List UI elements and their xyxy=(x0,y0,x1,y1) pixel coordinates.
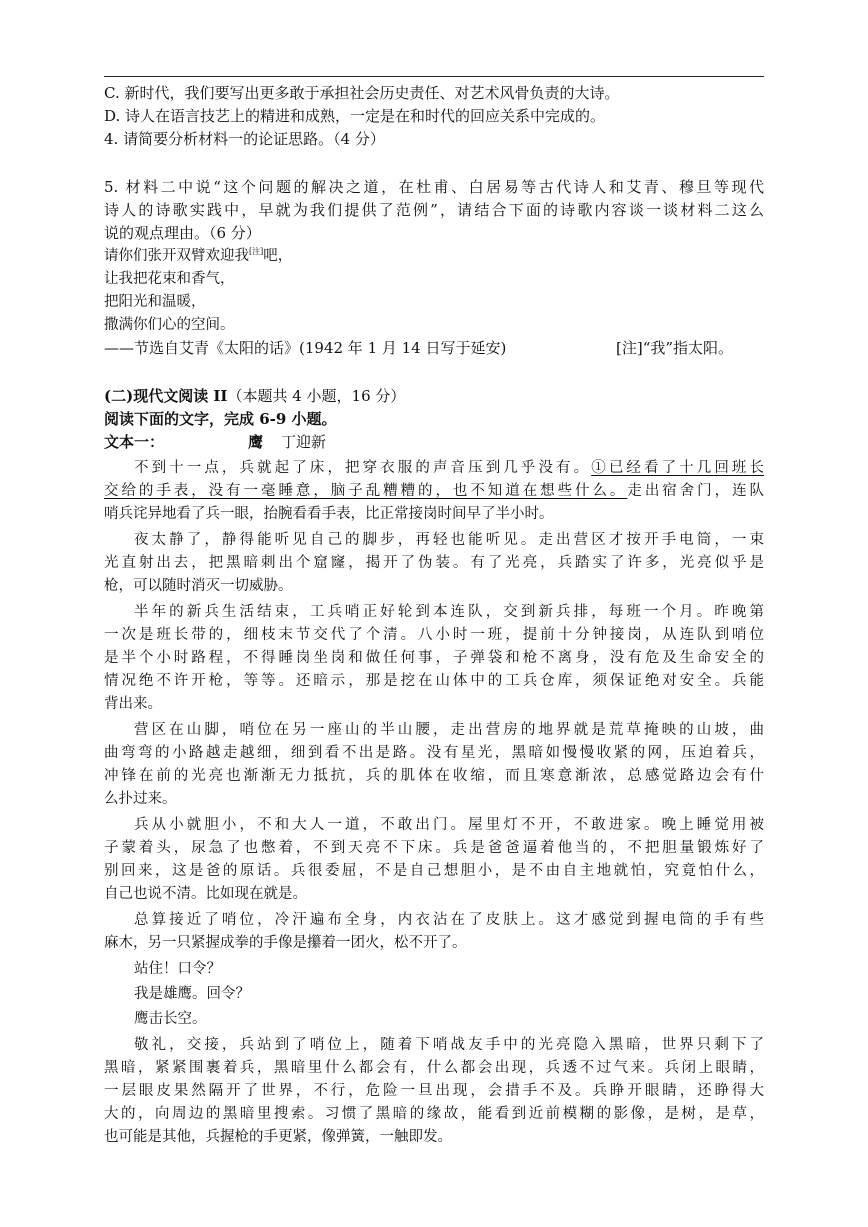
question-5-line-3: 说的观点理由。（6 分） xyxy=(104,224,261,242)
story-title: 鹰 xyxy=(248,433,264,451)
story-p5-line-2: 子蒙着头，尿急了也憋着，不到天亮不下床。兵是爸爸逼着他当的，不把胆量锻炼好了 xyxy=(104,840,764,856)
story-p4-line-4: 么扑过来。 xyxy=(104,791,177,807)
story-p4-line-1: 营区在山脚，哨位在另一座山的半山腰，走出营房的地界就是荒草掩映的山坡，曲 xyxy=(134,722,764,738)
story-p1-underlined-1: ①已经看了十几回班长 xyxy=(591,460,765,476)
poem-line-3: 把阳光和温暖， xyxy=(104,294,206,310)
dialogue-line-1: 站住！口令？ xyxy=(134,961,221,977)
story-p3-line-3: 是半个小时路程，不得睡岗坐岗和做任何事，子弹袋和枪不离身，没有危及生命安全的 xyxy=(104,650,764,666)
story-p1-line-2-text: 走出宿舍门，连队 xyxy=(627,483,765,499)
story-p7-line-1: 敬礼，交接，兵站到了哨位上，随着下哨战友手中的光亮隐入黑暗，世界只剩下了 xyxy=(134,1037,764,1053)
dialogue-line-2: 我是雄鹰。回令？ xyxy=(134,986,250,1002)
story-p1-line-2 xyxy=(104,481,764,501)
question-5-line-1: 5. 材料二中说“这个问题的解决之道，在杜甫、白居易等古代诗人和艾青、穆旦等现代 xyxy=(104,178,764,196)
story-p2-line-2: 光直射出去，把黑暗刺出个窟窿，揭开了伪装。有了光亮，兵踏实了许多，光亮似乎是 xyxy=(104,555,764,571)
poem-line-1 xyxy=(104,246,292,266)
story-p2-line-3: 枪，可以随时消灭一切威胁。 xyxy=(104,578,293,594)
story-p3-line-5: 背出来。 xyxy=(104,696,162,712)
poem-line-2: 让我把花束和香气， xyxy=(104,271,235,287)
story-p4-line-3: 冲锋在前的光亮也渐渐无力抵抗，兵的肌体在收缩，而且寒意渐浓，总感觉路边会有什 xyxy=(104,768,764,784)
story-p5-line-4: 自己也说不清。比如现在就是。 xyxy=(104,886,307,902)
top-divider xyxy=(104,76,764,77)
section-heading xyxy=(104,386,405,406)
story-p4-line-2: 曲弯弯的小路越走越细，细到看不出是路。没有星光，黑暗如慢慢收紧的网，压迫着兵， xyxy=(104,745,764,761)
story-p2-line-1: 夜太静了，静得能听见自己的脚步，再轻也能听见。走出营区才按开手电筒，一束 xyxy=(134,532,764,548)
story-author: 丁迎新 xyxy=(281,433,327,451)
story-p3-line-1: 半年的新兵生活结束，工兵哨正好轮到本连队，交到新兵排，每班一个月。昨晚第 xyxy=(134,604,764,620)
story-p1-line-3: 哨兵诧异地看了兵一眼，抬腕看看手表，比正常接岗时间早了半小时。 xyxy=(104,506,554,522)
dialogue-line-3: 鹰击长空。 xyxy=(134,1011,207,1027)
story-p7-line-4: 大的，向周边的黑暗里搜索。习惯了黑暗的缘故，能看到近前模糊的影像，是树，是草， xyxy=(104,1106,764,1122)
poem-line-1-end: 吧， xyxy=(263,248,293,264)
poem-note: [注]“我”指太阳。 xyxy=(616,339,734,357)
poem-line-4: 撒满你们心的空间。 xyxy=(104,317,235,333)
story-p1-underlined-2: 交给的手表，没有一毫睡意，脑子乱糟糟的，也不知道在想些什么。 xyxy=(104,483,628,499)
story-p1-line-1 xyxy=(104,458,764,478)
story-p6-line-2: 麻木，另一只紧握成拳的手像是攥着一团火，松不开了。 xyxy=(104,935,467,951)
story-p7-line-3: 一层眼皮果然隔开了世界，不行，危险一旦出现，会措手不及。兵睁开眼睛，还睁得大 xyxy=(104,1083,764,1099)
story-p3-line-4: 情况绝不许开枪，等等。还暗示，那是挖在山体中的工兵仓库，须保证绝对安全。兵能 xyxy=(104,673,764,689)
story-p7-line-5: 也可能是其他，兵握枪的手更紧，像弹簧，一触即发。 xyxy=(104,1129,452,1145)
poem-note-marker: [注] xyxy=(249,247,264,257)
story-p1-line-1-text: 不到十一点，兵就起了床，把穿衣服的声音压到几乎没有。 xyxy=(134,460,592,476)
story-p3-line-2: 一次是班长带的，细枝末节交代了个清。八小时一班，提前十分钟接岗，从连队到哨位 xyxy=(104,627,764,643)
poem-source: ——节选自艾青《太阳的话》(1942 年 1 月 14 日写于延安) xyxy=(104,339,507,357)
section-instruction: 阅读下面的文字，完成 6-9 小题。 xyxy=(104,410,337,428)
question-4: 4. 请简要分析材料一的论证思路。（4 分） xyxy=(104,130,385,148)
poem-line-1-text: 请你们张开双臂欢迎我 xyxy=(104,248,249,264)
text-label: 文本一： xyxy=(104,433,165,451)
option-c: C. 新时代，我们要写出更多敢于承担社会历史责任、对艺术风骨负责的大诗。 xyxy=(104,84,620,102)
option-d: D. 诗人在语言技艺上的精进和成熟，一定是在和时代的回应关系中完成的。 xyxy=(104,107,606,125)
story-p6-line-1: 总算接近了哨位，冷汗遍布全身，内衣沾在了皮肤上。这才感觉到握电筒的手有些 xyxy=(134,912,764,928)
story-p7-line-2: 黑暗，紧紧围裹着兵，黑暗里什么都会有，什么都会出现，兵透不过气来。兵闭上眼睛， xyxy=(104,1060,764,1076)
story-p5-line-1: 兵从小就胆小，不和大人一道，不敢出门。屋里灯不开，不敢进家。晚上睡觉用被 xyxy=(134,817,764,833)
section-heading-score: （本题共 4 小题，16 分） xyxy=(227,387,406,405)
question-5-line-2: 诗人的诗歌实践中，早就为我们提供了范例”，请结合下面的诗歌内容谈一谈材料二这么 xyxy=(104,201,764,219)
section-heading-title: (二)现代文阅读 II xyxy=(104,387,228,405)
story-p5-line-3: 别回来，这是爸的原话。兵很委屈，不是自己想胆小，是不由自主地就怕，究竟怕什么， xyxy=(104,863,764,879)
text-title-line xyxy=(104,432,326,452)
